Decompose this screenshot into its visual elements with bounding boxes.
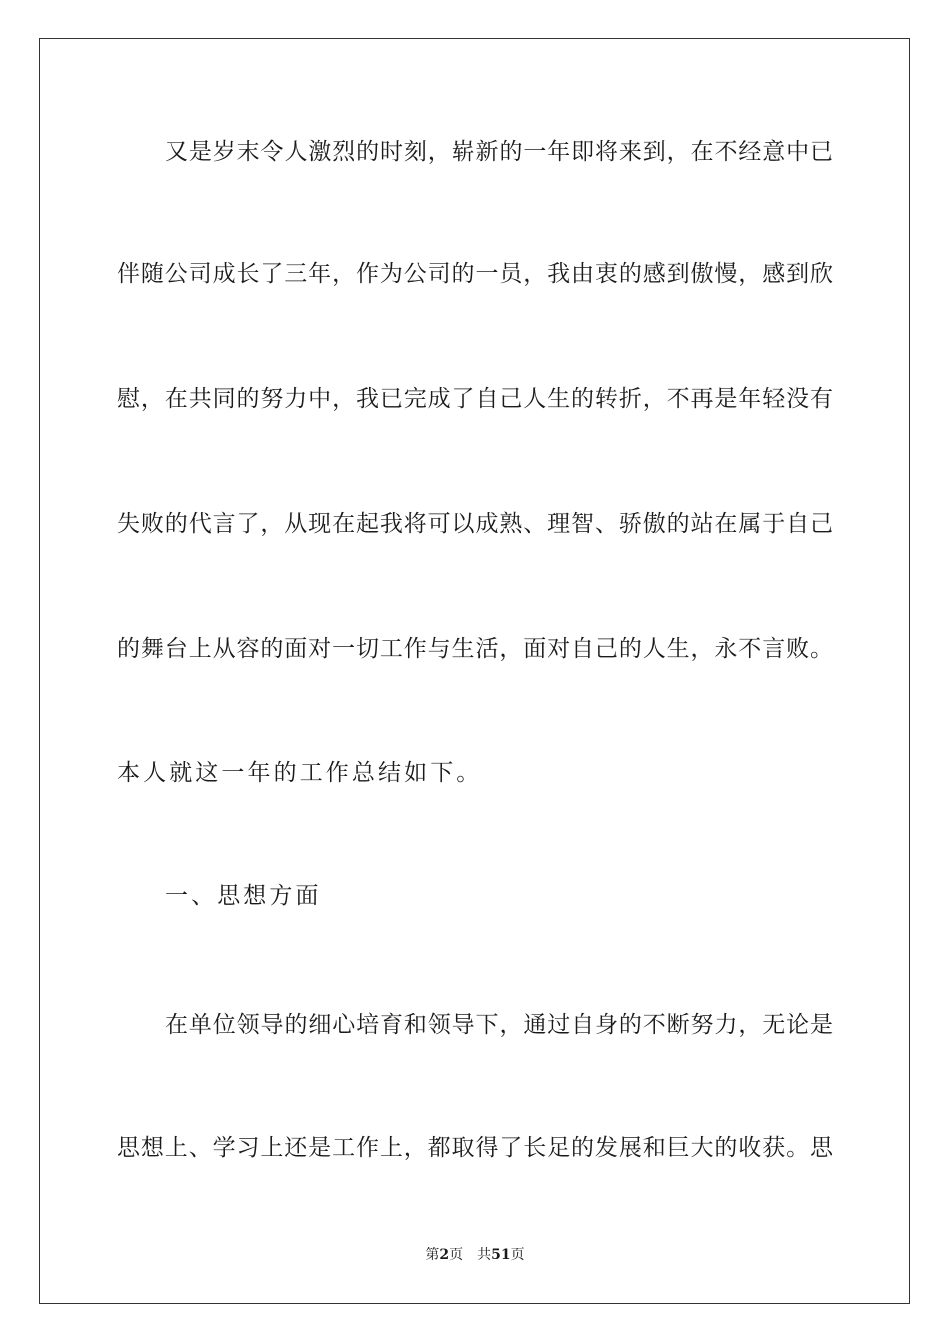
paragraph-line-2: 伴随公司成长了三年，作为公司的一员，我由衷的感到傲慢，感到欣 bbox=[117, 261, 833, 287]
paragraph-line-5: 的舞台上从容的面对一切工作与生活，面对自己的人生，永不言败。 bbox=[117, 636, 833, 662]
paragraph-line-8: 思想上、学习上还是工作上，都取得了长足的发展和巨大的收获。思 bbox=[117, 1135, 833, 1161]
footer-total-prefix: 共 bbox=[477, 1247, 492, 1263]
footer-total-pages: 51 bbox=[491, 1247, 511, 1263]
page-border bbox=[39, 38, 910, 1304]
footer-prefix: 第 bbox=[425, 1247, 440, 1263]
footer-page-number: 2 bbox=[439, 1247, 450, 1263]
footer-page-unit: 页 bbox=[449, 1247, 464, 1263]
paragraph-line-6: 本人就这一年的工作总结如下。 bbox=[117, 760, 483, 786]
footer-total-unit: 页 bbox=[510, 1247, 525, 1263]
paragraph-line-7: 在单位领导的细心培育和领导下，通过自身的不断努力，无论是 bbox=[165, 1012, 833, 1038]
section-heading: 一、思想方面 bbox=[165, 883, 322, 909]
page-footer bbox=[0, 1246, 950, 1264]
paragraph-line-3: 慰，在共同的努力中，我已完成了自己人生的转折，不再是年轻没有 bbox=[117, 386, 833, 412]
paragraph-line-4: 失败的代言了，从现在起我将可以成熟、理智、骄傲的站在属于自己 bbox=[117, 511, 833, 537]
paragraph-line-1: 又是岁末令人激烈的时刻，崭新的一年即将来到，在不经意中已 bbox=[165, 139, 833, 165]
